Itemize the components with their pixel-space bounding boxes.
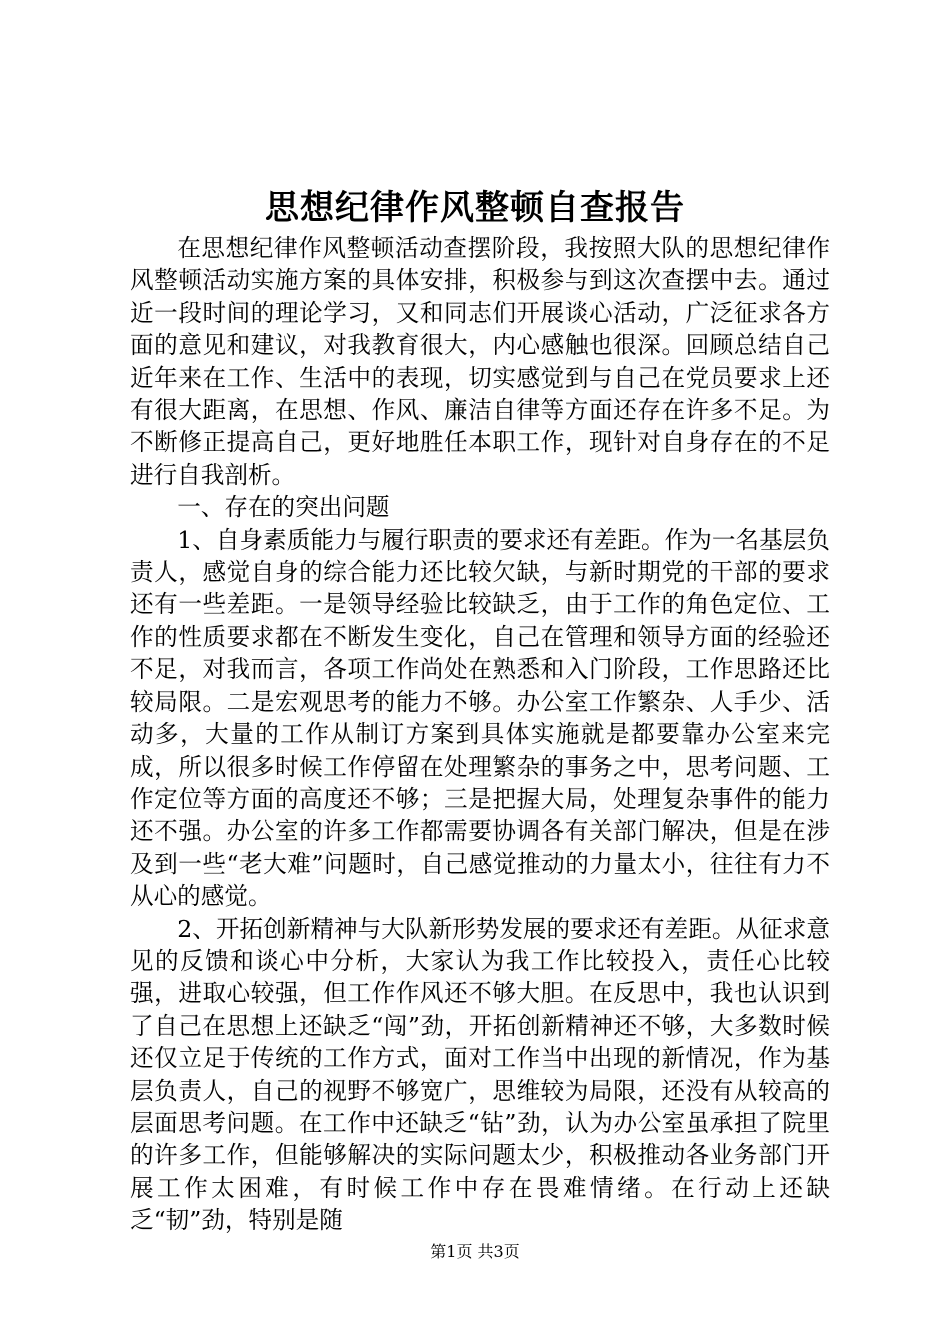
section-heading: 一、存在的突出问题: [177, 493, 390, 522]
issue-paragraph-1: 1、自身素质能力与履行职责的要求还有差距。作为一名基层负责人，感觉自身的综合能力还比较欠缺，与新时期党的干部的要求还有一些差距。一是领导经验比较缺乏，由于工作的角色定位、工作的性质要求都在不断发生变化，自己在管理和领导方面的经验还不足，对我而言，各项工作尚处在熟悉和入门阶段，工作思路还比较局限。二是宏观思考的能力不够。办公室工作繁杂、人手少、活动多，大量的工作从制订方案到具体实施就是都要靠办公室来完成，所以很多时候工作停留在处理繁杂的事务之中，思考问题、工作定位等方面的高度还不够；三是把握大局，处理复杂事件的能力还不强。办公室的许多工作都需要协调各有关部门解决，但是在涉及到一些“老大难”问题时，自己感觉推动的力量太小，往往有力不从心的感觉。: [130, 525, 830, 911]
issue-paragraph-2: 2、开拓创新精神与大队新形势发展的要求还有差距。从征求意见的反馈和谈心中分析，大家认为我工作比较投入，责任心比较强，进取心较强，但工作作风还不够大胆。在反思中，我也认识到了自己在思想上还缺乏“闯”劲，开拓创新精神还不够，大多数时候还仅立足于传统的工作方式，面对工作当中出现的新情况，作为基层负责人，自己的视野不够宽广，思维较为局限，还没有从较高的层面思考问题。在工作中还缺乏“钻”劲，认为办公室虽承担了院里的许多工作，但能够解决的实际问题太少，积极推动各业务部门开展工作太困难，有时候工作中存在畏难情绪。在行动上还缺乏“韧”劲，特别是随: [130, 914, 830, 1235]
document-title: 思想纪律作风整顿自查报告: [265, 188, 685, 228]
document-body: [130, 232, 830, 1237]
page-number-footer: 第1页 共3页: [430, 1242, 520, 1261]
intro-paragraph: 在思想纪律作风整顿活动查摆阶段，我按照大队的思想纪律作风整顿活动实施方案的具体安排，积极参与到这次查摆中去。通过近一段时间的理论学习，又和同志们开展谈心活动，广泛征求各方面的意见和建议，对我教育很大，内心感触也很深。回顾总结自己近年来在工作、生活中的表现，切实感觉到与自己在党员要求上还有很大距离，在思想、作风、廉洁自律等方面还存在许多不足。为不断修正提高自己，更好地胜任本职工作，现针对自身存在的不足进行自我剖析。: [130, 234, 830, 489]
